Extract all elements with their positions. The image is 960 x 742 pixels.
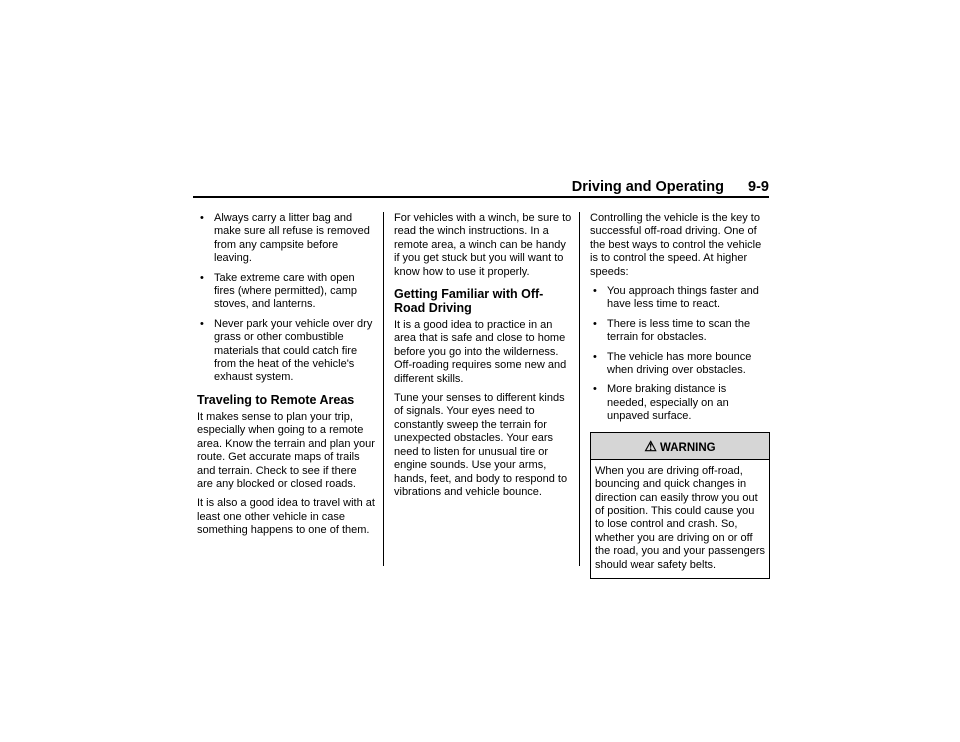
section-heading: Getting Familiar with Off-Road Driving bbox=[394, 287, 544, 316]
page-number: 9-9 bbox=[748, 179, 769, 195]
page-header bbox=[193, 178, 769, 198]
bullet-icon: • bbox=[200, 271, 204, 284]
paragraph: Tune your senses to different kinds of signals. Your eyes need to constantly sweep the terrain for unexpected obstacles. Your ears need to listen for unusual tire or engine sounds. Use your arms, hands, feet, and body to respond to vibrations and vehicle bounce. bbox=[394, 392, 568, 498]
bullet-icon: • bbox=[593, 317, 597, 330]
paragraph: It makes sense to plan your trip, especially when going to a remote area. Know the terrain and plan your route. Get accurate maps of trails and terrain. Check to see if there are any blocked or closed roads. bbox=[197, 410, 375, 490]
list-item: • Never park your vehicle over dry grass or other combustible materials that could catch fire from the heat of the vehicle's exhaust system. bbox=[200, 317, 373, 384]
paragraph: It is also a good idea to travel with at least one other vehicle in case something happens to one of them. bbox=[197, 497, 375, 537]
bullet-icon: • bbox=[593, 350, 597, 363]
warning-box bbox=[590, 432, 770, 579]
list-item: • Always carry a litter bag and make sure all refuse is removed from any campsite before leaving. bbox=[200, 212, 370, 265]
warning-header bbox=[591, 433, 769, 460]
section-heading: Traveling to Remote Areas bbox=[197, 392, 355, 407]
warning-icon: ⚠ bbox=[644, 437, 657, 454]
column-divider bbox=[579, 212, 580, 566]
warning-label: WARNING bbox=[659, 441, 716, 454]
paragraph: Controlling the vehicle is the key to successful off-road driving. One of the best ways to control the vehicle is to control the speed. At higher speeds: bbox=[590, 212, 762, 278]
bullet-icon: • bbox=[200, 317, 204, 330]
list-item: • More braking distance is needed, especially on an unpaved surface. bbox=[593, 383, 729, 423]
bullet-list bbox=[590, 285, 768, 424]
list-item: • You approach things faster and have less time to react. bbox=[593, 285, 759, 311]
bullet-icon: • bbox=[200, 212, 204, 224]
column-middle bbox=[394, 212, 572, 505]
paragraph: It is a good idea to practice in an area that is safe and close to home before you go into the wilderness. Off-roading requires some new and different skills. bbox=[394, 319, 567, 385]
column-right bbox=[590, 212, 768, 579]
column-left bbox=[197, 212, 375, 544]
paragraph: For vehicles with a winch, be sure to read the winch instructions. In a remote area, a winch can be handy if you get stuck but you will want to know how to use it properly. bbox=[394, 212, 572, 278]
bullet-icon: • bbox=[593, 383, 597, 396]
column-divider bbox=[383, 212, 384, 566]
list-item: • The vehicle has more bounce when driving over obstacles. bbox=[593, 350, 752, 377]
header-rule bbox=[193, 196, 769, 198]
section-title: Driving and Operating bbox=[571, 179, 724, 195]
list-item: • There is less time to scan the terrain for obstacles. bbox=[593, 317, 751, 344]
bullet-icon: • bbox=[593, 285, 597, 298]
list-item: • Take extreme care with open fires (where permitted), camp stoves, and lanterns. bbox=[200, 271, 358, 311]
warning-text: When you are driving off-road, bouncing and quick changes in direction can easily throw you out of position. This could cause you to lose control and crash. So, whether you are driving on or off the road, you and your passengers should wear safety belts. bbox=[595, 464, 766, 571]
bullet-list bbox=[197, 212, 375, 385]
